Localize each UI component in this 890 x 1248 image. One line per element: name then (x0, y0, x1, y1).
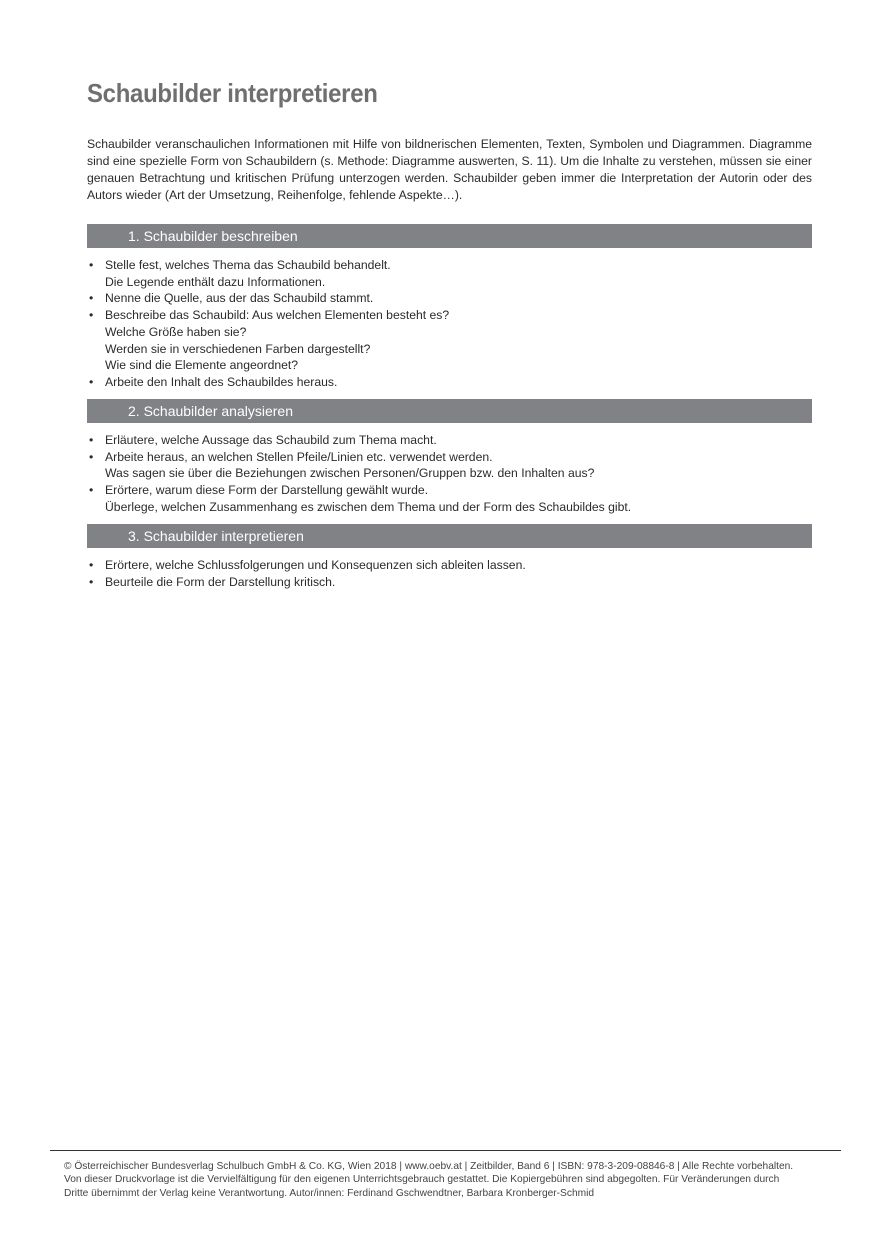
list-item-text: Arbeite den Inhalt des Schaubildes heraus. (105, 374, 338, 389)
list-item-text: Was sagen sie über die Beziehungen zwischen Personen/Gruppen bzw. den Inhalten aus? (105, 466, 595, 481)
list-item-text: Beurteile die Form der Darstellung kritisch. (105, 574, 336, 589)
list-item (87, 290, 812, 307)
footer-divider (50, 1150, 841, 1151)
bullet-icon: • (89, 308, 94, 323)
section-heading-interpretieren: 3. Schaubilder interpretieren (87, 524, 812, 548)
list-item-text: Werden sie in verschiedenen Farben dargestellt? (105, 341, 371, 356)
list-item (87, 432, 812, 449)
bullet-icon: • (89, 374, 94, 389)
list-item-text: Erläutere, welche Aussage das Schaubild zum Thema macht. (105, 433, 437, 447)
list-item (87, 574, 812, 591)
footer-line: Dritte übernimmt der Verlag keine Verantwortung. Autor/innen: Ferdinand Gschwendtner, Barbara Kronberger-Schmid (64, 1187, 595, 1199)
bullet-icon: • (89, 574, 94, 589)
list-item-text: Welche Größe haben sie? (105, 324, 247, 339)
footer-copyright (64, 1160, 834, 1200)
bullet-icon: • (89, 483, 94, 498)
section-heading-beschreiben: 1. Schaubilder beschreiben (87, 224, 812, 248)
list-item-text: Stelle fest, welches Thema das Schaubild behandelt. (105, 258, 391, 272)
list-item (87, 307, 812, 374)
list-item-text: Überlege, welchen Zusammenhang es zwischen dem Thema und der Form des Schaubildes gibt. (105, 499, 632, 514)
list-item (87, 449, 812, 482)
bullet-icon: • (89, 433, 94, 447)
list-item (87, 257, 812, 290)
list-item-text: Erörtere, welche Schlussfolgerungen und Konsequenzen sich ableiten lassen. (105, 558, 526, 572)
bullet-icon: • (89, 449, 94, 464)
footer-line: Von dieser Druckvorlage ist die Vervielfältigung für den eigenen Unterrichtsgebrauch gestattet. Die Kopiergebühren sind abgegolten. Für Veränderungen durch (64, 1174, 780, 1186)
list-item (87, 374, 812, 391)
page-title: Schaubilder interpretieren (87, 78, 378, 108)
bullet-icon: • (89, 558, 94, 572)
list-item-text: Erörtere, warum diese Form der Darstellung gewählt wurde. (105, 483, 429, 498)
section-list-analysieren (87, 432, 812, 516)
list-item-text: Arbeite heraus, an welchen Stellen Pfeile/Linien etc. verwendet werden. (105, 449, 493, 464)
list-item-text: Wie sind die Elemente angeordnet? (105, 358, 299, 373)
list-item-text: Die Legende enthält dazu Informationen. (105, 274, 326, 289)
section-heading-analysieren: 2. Schaubilder analysieren (87, 399, 812, 423)
footer-line: © Österreichischer Bundesverlag Schulbuch GmbH & Co. KG, Wien 2018 | www.oebv.at | Zeitbilder, Band 6 | ISBN: 978-3-209-08846-8 | Alle Rechte vorbehalten. (64, 1161, 794, 1172)
bullet-icon: • (89, 258, 94, 272)
section-list-interpretieren (87, 557, 812, 590)
list-item (87, 557, 812, 574)
list-item (87, 482, 812, 515)
intro-paragraph: Schaubilder veranschaulichen Informationen mit Hilfe von bildnerischen Elementen, Texten, Symbolen und Diagrammen. Diagramme sind eine spezielle Form von Schaubildern (s. Methode: Diagramme auswerten, S. 11). Um die Inhalte zu verstehen, müssen sie einer genauen Betrachtung und kritischen Prüfung unterzogen werden. Schaubilder geben immer die Interpretation der Autorin oder des Autors wieder (Art der Umsetzung, Reihenfolge, fehlende Aspekte…). (87, 137, 812, 202)
list-item-text: Nenne die Quelle, aus der das Schaubild stammt. (105, 291, 374, 306)
list-item-text: Beschreibe das Schaubild: Aus welchen Elementen besteht es? (105, 308, 450, 323)
bullet-icon: • (89, 291, 94, 306)
section-list-beschreiben (87, 257, 812, 391)
